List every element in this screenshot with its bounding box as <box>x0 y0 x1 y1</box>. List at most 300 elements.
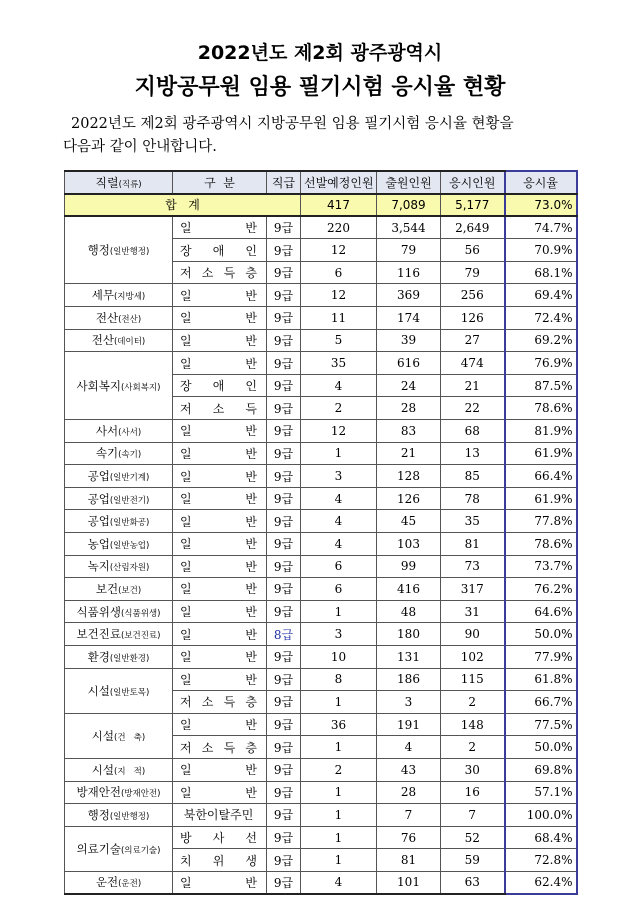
category-char: 애 <box>212 379 225 394</box>
grade-cell: 9급 <box>267 352 301 375</box>
job-cell <box>65 713 173 758</box>
category-cell <box>173 374 267 397</box>
category-cell <box>173 352 267 375</box>
category-char: 일 <box>180 582 192 597</box>
job-cell <box>65 307 173 330</box>
job-sub: (데이터) <box>113 337 146 348</box>
job-sub: (일반토목) <box>109 687 150 698</box>
planned-cell: 2 <box>301 397 377 420</box>
title-line-1: 2022년도 제2회 광주광역시 <box>197 42 443 64</box>
job-sub: (일반행정) <box>109 247 150 258</box>
category-cell <box>173 555 267 578</box>
takers-cell: 78 <box>441 487 505 510</box>
takers-cell: 2 <box>441 691 505 714</box>
grade-cell: 9급 <box>267 736 301 759</box>
category-char: 저 <box>180 401 192 416</box>
job-cell <box>65 555 173 578</box>
planned-cell: 1 <box>301 600 377 623</box>
job-main: 의료기술 <box>76 841 121 856</box>
category-char: 탈 <box>218 808 231 823</box>
rate-cell: 77.8% <box>505 510 577 533</box>
applicants-cell: 28 <box>377 397 441 420</box>
table-row <box>65 284 577 307</box>
category-cell <box>173 329 267 352</box>
job-main: 속기 <box>95 446 119 461</box>
category-char: 일 <box>180 785 192 800</box>
planned-cell: 4 <box>301 487 377 510</box>
planned-cell: 36 <box>301 713 377 736</box>
applicants-cell: 45 <box>377 510 441 533</box>
category-char: 생 <box>245 853 257 868</box>
grade-cell: 9급 <box>267 849 301 872</box>
applicants-cell: 103 <box>377 533 441 556</box>
job-cell <box>65 578 173 601</box>
job-cell <box>65 216 173 284</box>
category-char: 일 <box>180 469 192 484</box>
applicants-cell: 81 <box>377 849 441 872</box>
grade-cell: 9급 <box>267 758 301 781</box>
category-cell <box>173 713 267 736</box>
job-cell <box>65 487 173 510</box>
category-cell <box>173 781 267 804</box>
rate-cell: 77.5% <box>505 713 577 736</box>
category-char: 일 <box>180 446 192 461</box>
rate-cell: 70.9% <box>505 239 577 262</box>
job-cell <box>65 668 173 713</box>
job-sub: (산림자원) <box>109 563 150 574</box>
job-cell <box>65 420 173 443</box>
planned-cell: 4 <box>301 510 377 533</box>
table-row <box>65 645 577 668</box>
job-main: 환경 <box>87 649 110 664</box>
category-char: 인 <box>245 379 257 394</box>
applicants-cell: 128 <box>377 465 441 488</box>
grade-cell: 9급 <box>267 239 301 262</box>
applicants-cell: 174 <box>377 307 441 330</box>
takers-cell: 16 <box>441 781 505 804</box>
applicants-cell: 416 <box>377 578 441 601</box>
job-sub: (보건) <box>118 585 142 596</box>
rate-cell: 69.2% <box>505 329 577 352</box>
category-char: 반 <box>245 582 257 597</box>
category-char: 반 <box>245 650 257 665</box>
takers-cell: 59 <box>441 849 505 872</box>
applicants-cell: 180 <box>377 623 441 646</box>
planned-cell: 4 <box>301 871 377 894</box>
applicants-cell: 43 <box>377 758 441 781</box>
grade-cell: 9급 <box>267 284 301 307</box>
job-cell <box>65 533 173 556</box>
takers-cell: 30 <box>441 758 505 781</box>
planned-cell: 3 <box>301 623 377 646</box>
intro-line-1: 2022년도 제2회 광주광역시 지방공무원 임용 필기시험 응시율 현황을 <box>71 116 514 132</box>
takers-cell: 102 <box>441 645 505 668</box>
category-char: 일 <box>180 605 192 620</box>
category-cell <box>173 510 267 533</box>
takers-cell: 317 <box>441 578 505 601</box>
category-char: 반 <box>245 875 257 890</box>
category-char: 일 <box>180 492 192 507</box>
rate-cell: 62.4% <box>505 871 577 894</box>
rate-cell: 74.7% <box>505 216 577 239</box>
takers-cell: 22 <box>441 397 505 420</box>
category-cell <box>173 216 267 239</box>
category-char: 일 <box>180 356 192 371</box>
rate-cell: 77.9% <box>505 645 577 668</box>
rate-cell: 66.4% <box>505 465 577 488</box>
job-cell <box>65 871 173 894</box>
header-rate: 응시율 <box>505 171 577 194</box>
takers-cell: 7 <box>441 804 505 827</box>
job-cell <box>65 442 173 465</box>
job-main: 녹지 <box>87 559 110 574</box>
takers-cell: 115 <box>441 668 505 691</box>
job-main: 사회복지 <box>76 378 121 393</box>
job-cell <box>65 781 173 804</box>
planned-cell: 1 <box>301 691 377 714</box>
table-row <box>65 533 577 556</box>
category-char: 반 <box>245 288 257 303</box>
category-char: 일 <box>180 333 192 348</box>
category-char: 저 <box>180 740 192 755</box>
category-cell <box>173 668 267 691</box>
job-sub: (속기) <box>118 450 142 461</box>
category-char: 북 <box>183 808 196 823</box>
header-category: 구 분 <box>173 171 267 194</box>
job-sub: (일반기계) <box>109 473 150 484</box>
category-cell <box>173 397 267 420</box>
category-char: 선 <box>245 831 257 846</box>
category-cell <box>173 465 267 488</box>
grade-cell: 9급 <box>267 804 301 827</box>
category-char: 반 <box>245 605 257 620</box>
planned-cell: 5 <box>301 329 377 352</box>
category-char: 득 <box>223 740 236 755</box>
grade-cell: 9급 <box>267 871 301 894</box>
applicants-cell: 4 <box>377 736 441 759</box>
grade-cell: 9급 <box>267 510 301 533</box>
category-char: 반 <box>245 627 257 642</box>
applicants-cell: 369 <box>377 284 441 307</box>
category-char: 일 <box>180 718 192 733</box>
job-cell <box>65 758 173 781</box>
table-row <box>65 578 577 601</box>
category-cell <box>173 826 267 849</box>
takers-cell: 474 <box>441 352 505 375</box>
takers-cell: 31 <box>441 600 505 623</box>
takers-cell: 52 <box>441 826 505 849</box>
rate-cell: 50.0% <box>505 736 577 759</box>
applicants-cell: 24 <box>377 374 441 397</box>
job-main: 전산 <box>95 310 119 325</box>
category-char: 위 <box>212 853 225 868</box>
applicants-cell: 126 <box>377 487 441 510</box>
grade-cell: 9급 <box>267 420 301 443</box>
category-char: 반 <box>245 333 257 348</box>
rate-cell: 76.9% <box>505 352 577 375</box>
applicants-cell: 28 <box>377 781 441 804</box>
job-main: 전산 <box>91 333 114 348</box>
category-char: 반 <box>245 537 257 552</box>
job-cell <box>65 352 173 420</box>
job-sub: (지방세) <box>113 292 146 303</box>
job-main: 사서 <box>95 423 119 438</box>
category-char: 소 <box>201 695 214 710</box>
table-row <box>65 600 577 623</box>
takers-cell: 56 <box>441 239 505 262</box>
category-char: 반 <box>245 311 257 326</box>
category-char: 애 <box>212 243 225 258</box>
job-main: 보건진료 <box>76 627 121 642</box>
planned-cell: 12 <box>301 284 377 307</box>
table-row <box>65 781 577 804</box>
takers-cell: 85 <box>441 465 505 488</box>
applicants-cell: 39 <box>377 329 441 352</box>
category-char: 반 <box>245 672 257 687</box>
category-cell <box>173 623 267 646</box>
category-char: 반 <box>245 718 257 733</box>
job-cell <box>65 804 173 827</box>
rate-cell: 66.7% <box>505 691 577 714</box>
applicants-cell: 83 <box>377 420 441 443</box>
planned-cell: 2 <box>301 758 377 781</box>
rate-cell: 73.7% <box>505 555 577 578</box>
job-main: 시설 <box>91 762 115 777</box>
rate-cell: 50.0% <box>505 623 577 646</box>
grade-cell: 9급 <box>267 374 301 397</box>
takers-cell: 79 <box>441 261 505 284</box>
grade-cell: 9급 <box>267 691 301 714</box>
category-cell <box>173 442 267 465</box>
planned-cell: 1 <box>301 781 377 804</box>
header-planned: 선발예정인원 <box>301 171 377 194</box>
job-main: 방재안전 <box>76 785 121 800</box>
applicants-cell: 79 <box>377 239 441 262</box>
table-row <box>65 555 577 578</box>
job-cell <box>65 826 173 871</box>
job-sub: (지 적) <box>114 766 146 777</box>
category-cell <box>173 871 267 894</box>
job-main: 행정 <box>87 807 110 822</box>
category-char: 일 <box>180 311 192 326</box>
category-char: 층 <box>245 266 257 281</box>
category-char: 저 <box>180 695 192 710</box>
table-row <box>65 487 577 510</box>
applicants-cell: 7 <box>377 804 441 827</box>
job-main: 공업 <box>87 491 110 506</box>
rate-cell: 61.8% <box>505 668 577 691</box>
table-row <box>65 465 577 488</box>
takers-cell: 27 <box>441 329 505 352</box>
takers-cell: 73 <box>441 555 505 578</box>
job-sub: (방재안전) <box>120 789 161 800</box>
table-row <box>65 420 577 443</box>
category-cell <box>173 420 267 443</box>
applicants-cell: 99 <box>377 555 441 578</box>
category-cell <box>173 307 267 330</box>
category-char: 층 <box>245 695 257 710</box>
takers-cell: 21 <box>441 374 505 397</box>
rate-cell: 87.5% <box>505 374 577 397</box>
category-char: 장 <box>180 243 192 258</box>
category-cell <box>173 261 267 284</box>
category-char: 반 <box>245 424 257 439</box>
category-char: 한 <box>195 808 207 823</box>
job-main: 식품위생 <box>76 604 121 619</box>
table-row <box>65 804 577 827</box>
job-main: 농업 <box>87 536 110 551</box>
rate-cell: 81.9% <box>505 420 577 443</box>
takers-cell: 126 <box>441 307 505 330</box>
planned-cell: 12 <box>301 239 377 262</box>
category-char: 일 <box>180 650 192 665</box>
job-cell <box>65 600 173 623</box>
category-char: 일 <box>180 221 192 236</box>
takers-cell: 2 <box>441 736 505 759</box>
table-row <box>65 352 577 375</box>
job-sub: (사회복지) <box>120 382 161 393</box>
table-row <box>65 871 577 894</box>
job-sub: (식품위생) <box>120 608 161 619</box>
planned-cell: 12 <box>301 420 377 443</box>
category-cell <box>173 691 267 714</box>
planned-cell: 220 <box>301 216 377 239</box>
grade-cell: 9급 <box>267 645 301 668</box>
applicants-cell: 186 <box>377 668 441 691</box>
applicants-cell: 101 <box>377 871 441 894</box>
category-char: 사 <box>212 831 225 846</box>
grade-cell: 9급 <box>267 397 301 420</box>
grade-cell: 9급 <box>267 487 301 510</box>
grade-cell: 9급 <box>267 781 301 804</box>
category-char: 장 <box>180 379 192 394</box>
category-cell <box>173 600 267 623</box>
rate-cell: 76.2% <box>505 578 577 601</box>
category-char: 일 <box>180 424 192 439</box>
table-row <box>65 329 577 352</box>
category-char: 이 <box>206 808 219 823</box>
takers-cell: 68 <box>441 420 505 443</box>
rate-cell: 72.4% <box>505 307 577 330</box>
job-sub: (일반환경) <box>109 653 150 664</box>
rate-cell: 69.4% <box>505 284 577 307</box>
planned-cell: 1 <box>301 804 377 827</box>
category-char: 반 <box>245 446 257 461</box>
category-char: 득 <box>223 266 236 281</box>
rate-cell: 68.1% <box>505 261 577 284</box>
job-main: 운전 <box>95 875 119 890</box>
grade-cell: 9급 <box>267 329 301 352</box>
job-sub: (전산) <box>118 314 142 325</box>
rate-cell: 100.0% <box>505 804 577 827</box>
category-char: 반 <box>245 763 257 778</box>
total-planned: 417 <box>301 194 377 217</box>
category-cell <box>173 284 267 307</box>
rate-cell: 57.1% <box>505 781 577 804</box>
job-cell <box>65 465 173 488</box>
grade-cell: 9급 <box>267 578 301 601</box>
category-char: 치 <box>180 853 192 868</box>
category-cell <box>173 533 267 556</box>
category-cell <box>173 736 267 759</box>
category-char: 득 <box>223 695 236 710</box>
takers-cell: 35 <box>441 510 505 533</box>
job-cell <box>65 623 173 646</box>
rate-cell: 64.6% <box>505 600 577 623</box>
job-sub: (건 축) <box>114 732 146 743</box>
takers-cell: 13 <box>441 442 505 465</box>
applicants-cell: 191 <box>377 713 441 736</box>
category-char: 저 <box>180 266 192 281</box>
grade-cell: 9급 <box>267 442 301 465</box>
category-char: 반 <box>245 559 257 574</box>
table-row <box>65 668 577 691</box>
planned-cell: 1 <box>301 849 377 872</box>
title-line-2: 지방공무원 임용 필기시험 응시율 현황 <box>134 75 506 100</box>
planned-cell: 4 <box>301 533 377 556</box>
job-sub: (일반행정) <box>109 811 150 822</box>
job-main: 공업 <box>87 514 110 529</box>
job-sub: (일반화공) <box>109 518 150 529</box>
job-cell <box>65 329 173 352</box>
category-cell <box>173 804 267 827</box>
category-char: 주 <box>230 808 242 823</box>
rate-cell: 69.8% <box>505 758 577 781</box>
category-char: 민 <box>241 808 254 823</box>
category-char: 일 <box>180 875 192 890</box>
category-char: 일 <box>180 672 192 687</box>
category-cell <box>173 487 267 510</box>
table-row <box>65 510 577 533</box>
applicants-cell: 116 <box>377 261 441 284</box>
grade-cell: 9급 <box>267 555 301 578</box>
job-sub: (일반전기) <box>109 495 150 506</box>
table-row <box>65 826 577 849</box>
job-main: 시설 <box>87 683 110 698</box>
planned-cell: 8 <box>301 668 377 691</box>
table-row <box>65 216 577 239</box>
applicants-cell: 3 <box>377 691 441 714</box>
category-char: 층 <box>245 740 257 755</box>
applicants-cell: 48 <box>377 600 441 623</box>
category-cell <box>173 758 267 781</box>
grade-cell: 9급 <box>267 826 301 849</box>
category-cell <box>173 239 267 262</box>
category-char: 일 <box>180 559 192 574</box>
intro-text <box>63 113 583 159</box>
rate-cell: 78.6% <box>505 533 577 556</box>
rate-cell: 78.6% <box>505 397 577 420</box>
job-sub: (운전) <box>118 879 142 890</box>
job-main: 공업 <box>87 469 110 484</box>
planned-cell: 10 <box>301 645 377 668</box>
header-grade: 직급 <box>267 171 301 194</box>
exam-rate-table <box>64 170 578 895</box>
total-label: 합 계 <box>65 194 301 217</box>
total-row <box>65 194 577 217</box>
category-char: 일 <box>180 627 192 642</box>
job-sub: (보건진료) <box>120 631 161 642</box>
grade-cell: 9급 <box>267 465 301 488</box>
category-char: 소 <box>212 401 225 416</box>
planned-cell: 1 <box>301 826 377 849</box>
planned-cell: 1 <box>301 442 377 465</box>
total-rate: 73.0% <box>505 194 577 217</box>
grade-cell: 9급 <box>267 307 301 330</box>
category-cell <box>173 645 267 668</box>
takers-cell: 81 <box>441 533 505 556</box>
header-takers: 응시인원 <box>441 171 505 194</box>
